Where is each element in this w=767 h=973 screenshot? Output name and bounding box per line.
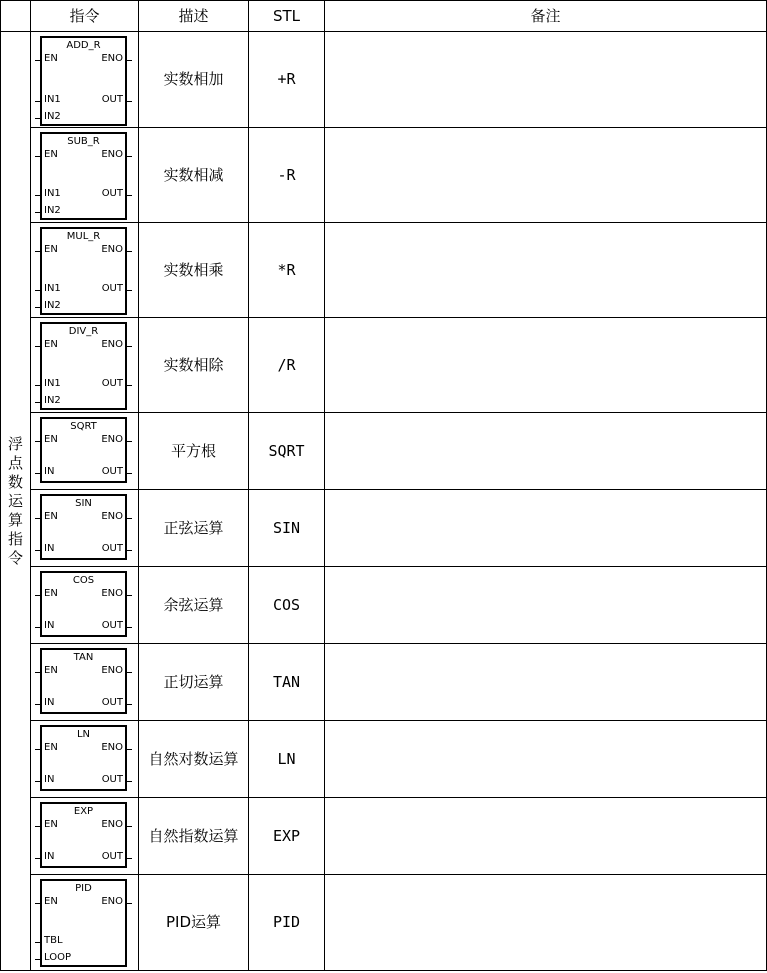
output-pin-label: ENO [101, 896, 123, 907]
header-row [1, 1, 767, 32]
output-pin-line [127, 290, 132, 291]
instruction-block-cell [31, 644, 139, 721]
stl-cell: /R [249, 318, 325, 413]
output-pin-label: OUT [101, 697, 123, 708]
stl-cell: EXP [249, 798, 325, 875]
remarks-cell [325, 875, 767, 971]
function-block-title: SQRT [70, 421, 97, 432]
input-pin-line [35, 346, 40, 347]
input-pin-line [35, 858, 40, 859]
function-block-title: SUB_R [67, 136, 100, 147]
output-pin-line [127, 781, 132, 782]
function-block [40, 879, 127, 967]
output-pin-label: OUT [101, 620, 123, 631]
output-pin-label: OUT [101, 283, 123, 294]
output-pin-line [127, 518, 132, 519]
header-stl: STL [249, 1, 325, 32]
input-pin-line [35, 903, 40, 904]
input-pin-label: LOOP [44, 952, 71, 963]
description-cell: 正切运算 [139, 644, 249, 721]
output-pin-label: OUT [101, 851, 123, 862]
input-pin-line [35, 195, 40, 196]
stl-cell: SIN [249, 490, 325, 567]
input-pin-label: IN1 [44, 283, 61, 294]
output-pin-line [127, 195, 132, 196]
table-row [1, 490, 767, 567]
output-pin-line [127, 346, 132, 347]
remarks-cell [325, 32, 767, 128]
function-block-title: PID [75, 883, 92, 894]
description-cell: 实数相除 [139, 318, 249, 413]
instruction-block-cell [31, 721, 139, 798]
function-block [40, 36, 127, 126]
function-block [40, 494, 127, 560]
input-pin-line [35, 781, 40, 782]
input-pin-line [35, 60, 40, 61]
input-pin-label: EN [44, 244, 58, 255]
remarks-cell [325, 128, 767, 223]
function-block [40, 322, 127, 410]
description-cell: 自然对数运算 [139, 721, 249, 798]
input-pin-line [35, 101, 40, 102]
stl-cell: TAN [249, 644, 325, 721]
function-block [40, 571, 127, 637]
output-pin-line [127, 385, 132, 386]
header-instruction: 指令 [31, 1, 139, 32]
function-block-title: LN [76, 729, 91, 740]
output-pin-label: ENO [101, 588, 123, 599]
input-pin-line [35, 118, 40, 119]
description-cell: PID运算 [139, 875, 249, 971]
category-cell [1, 32, 31, 971]
description-cell: 实数相乘 [139, 223, 249, 318]
input-pin-label: EN [44, 742, 58, 753]
stl-cell: +R [249, 32, 325, 128]
function-block [40, 802, 127, 868]
input-pin-line [35, 550, 40, 551]
input-pin-label: EN [44, 53, 58, 64]
output-pin-line [127, 156, 132, 157]
output-pin-line [127, 672, 132, 673]
table-row [1, 32, 767, 128]
output-pin-label: OUT [101, 774, 123, 785]
output-pin-line [127, 595, 132, 596]
stl-cell: *R [249, 223, 325, 318]
input-pin-label: IN [44, 774, 55, 785]
instruction-block-cell [31, 413, 139, 490]
output-pin-line [127, 903, 132, 904]
input-pin-label: EN [44, 339, 58, 350]
output-pin-line [127, 550, 132, 551]
input-pin-label: IN1 [44, 378, 61, 389]
input-pin-label: EN [44, 588, 58, 599]
output-pin-label: OUT [101, 94, 123, 105]
table-row [1, 875, 767, 971]
input-pin-line [35, 595, 40, 596]
input-pin-line [35, 959, 40, 960]
output-pin-line [127, 101, 132, 102]
output-pin-line [127, 60, 132, 61]
output-pin-line [127, 627, 132, 628]
input-pin-line [35, 385, 40, 386]
input-pin-label: EN [44, 149, 58, 160]
output-pin-line [127, 251, 132, 252]
input-pin-line [35, 441, 40, 442]
function-block [40, 648, 127, 714]
remarks-cell [325, 567, 767, 644]
table-row [1, 128, 767, 223]
input-pin-label: IN [44, 851, 55, 862]
header-remarks: 备注 [325, 1, 767, 32]
function-block-title: DIV_R [68, 326, 99, 337]
table-row [1, 644, 767, 721]
table-row [1, 798, 767, 875]
description-cell: 正弦运算 [139, 490, 249, 567]
input-pin-line [35, 473, 40, 474]
description-cell: 余弦运算 [139, 567, 249, 644]
output-pin-label: ENO [101, 53, 123, 64]
function-block-title: EXP [73, 806, 94, 817]
stl-cell: -R [249, 128, 325, 223]
function-block [40, 227, 127, 315]
input-pin-line [35, 518, 40, 519]
category-label: 浮点数运算指令 [7, 434, 23, 567]
input-pin-label: IN1 [44, 94, 61, 105]
input-pin-line [35, 826, 40, 827]
table-row [1, 223, 767, 318]
input-pin-label: EN [44, 511, 58, 522]
output-pin-label: OUT [101, 466, 123, 477]
remarks-cell [325, 721, 767, 798]
input-pin-line [35, 307, 40, 308]
output-pin-label: OUT [101, 188, 123, 199]
input-pin-line [35, 704, 40, 705]
description-cell: 平方根 [139, 413, 249, 490]
function-block [40, 132, 127, 220]
output-pin-label: ENO [101, 434, 123, 445]
input-pin-line [35, 156, 40, 157]
input-pin-label: IN2 [44, 300, 61, 311]
input-pin-line [35, 627, 40, 628]
output-pin-line [127, 441, 132, 442]
input-pin-label: IN2 [44, 395, 61, 406]
instruction-block-cell [31, 32, 139, 128]
remarks-cell [325, 644, 767, 721]
input-pin-label: IN [44, 697, 55, 708]
instruction-block-cell [31, 318, 139, 413]
input-pin-label: EN [44, 434, 58, 445]
output-pin-label: OUT [101, 378, 123, 389]
remarks-cell [325, 490, 767, 567]
description-cell: 实数相减 [139, 128, 249, 223]
stl-cell: PID [249, 875, 325, 971]
input-pin-line [35, 212, 40, 213]
input-pin-label: IN [44, 543, 55, 554]
input-pin-label: TBL [44, 935, 63, 946]
remarks-cell [325, 318, 767, 413]
input-pin-label: IN [44, 620, 55, 631]
instruction-block-cell [31, 223, 139, 318]
output-pin-label: ENO [101, 819, 123, 830]
output-pin-label: ENO [101, 149, 123, 160]
input-pin-label: EN [44, 896, 58, 907]
input-pin-label: IN1 [44, 188, 61, 199]
input-pin-line [35, 251, 40, 252]
remarks-cell [325, 223, 767, 318]
input-pin-label: IN2 [44, 205, 61, 216]
input-pin-line [35, 402, 40, 403]
input-pin-line [35, 672, 40, 673]
output-pin-label: ENO [101, 244, 123, 255]
instruction-block-cell [31, 875, 139, 971]
output-pin-label: ENO [101, 339, 123, 350]
output-pin-line [127, 704, 132, 705]
input-pin-label: EN [44, 665, 58, 676]
stl-cell: SQRT [249, 413, 325, 490]
output-pin-label: ENO [101, 665, 123, 676]
output-pin-label: OUT [101, 543, 123, 554]
table-row [1, 413, 767, 490]
function-block [40, 417, 127, 483]
corner-cell [1, 1, 31, 32]
function-block [40, 725, 127, 791]
header-description: 描述 [139, 1, 249, 32]
function-block-title: TAN [73, 652, 94, 663]
input-pin-line [35, 942, 40, 943]
function-block-title: ADD_R [66, 40, 101, 51]
remarks-cell [325, 413, 767, 490]
table-row [1, 721, 767, 798]
output-pin-label: ENO [101, 511, 123, 522]
function-block-title: MUL_R [66, 231, 101, 242]
function-block-title: SIN [75, 498, 92, 509]
table-row [1, 567, 767, 644]
instruction-block-cell [31, 798, 139, 875]
input-pin-label: EN [44, 819, 58, 830]
input-pin-label: IN2 [44, 111, 61, 122]
output-pin-line [127, 749, 132, 750]
description-cell: 自然指数运算 [139, 798, 249, 875]
remarks-cell [325, 798, 767, 875]
instruction-block-cell [31, 490, 139, 567]
output-pin-line [127, 473, 132, 474]
description-cell: 实数相加 [139, 32, 249, 128]
instruction-block-cell [31, 128, 139, 223]
output-pin-label: ENO [101, 742, 123, 753]
table-row [1, 318, 767, 413]
stl-cell: LN [249, 721, 325, 798]
instruction-block-cell [31, 567, 139, 644]
input-pin-line [35, 749, 40, 750]
function-block-title: COS [72, 575, 95, 586]
stl-cell: COS [249, 567, 325, 644]
output-pin-line [127, 858, 132, 859]
input-pin-label: IN [44, 466, 55, 477]
output-pin-line [127, 826, 132, 827]
input-pin-line [35, 290, 40, 291]
